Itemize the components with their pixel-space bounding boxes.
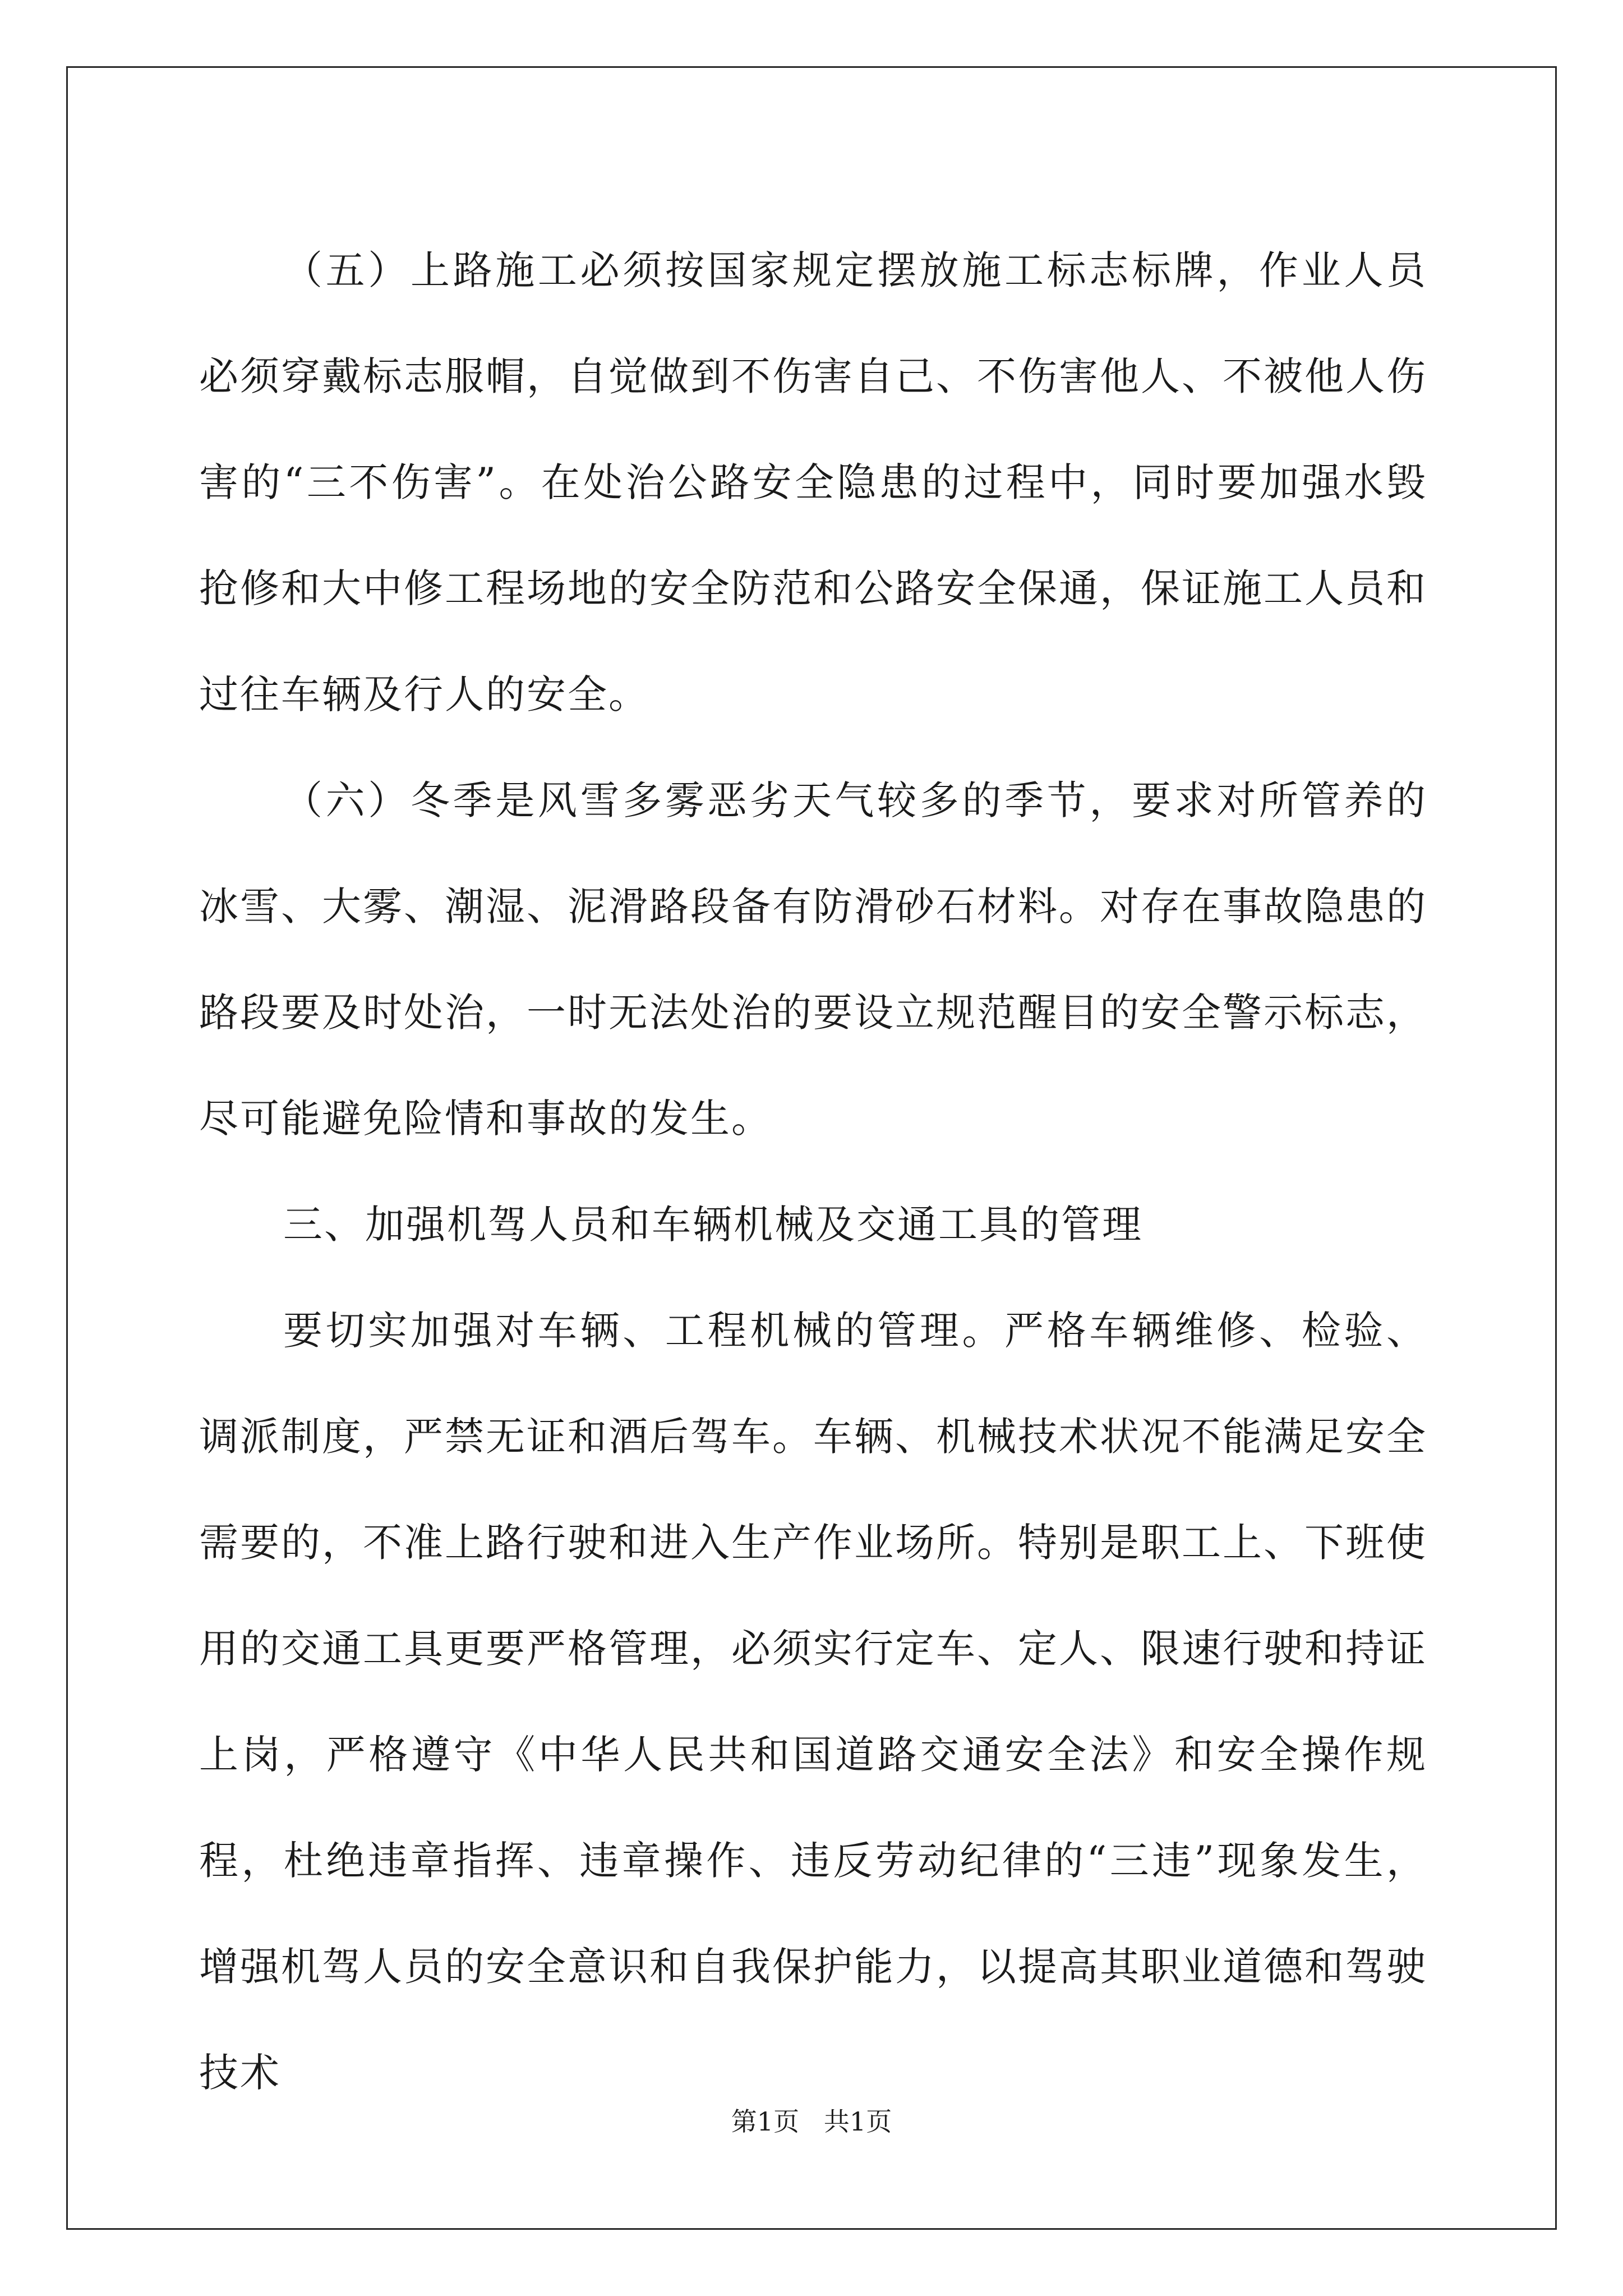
paragraph-5: （五）上路施工必须按国家规定摆放施工标志标牌，作业人员必须穿戴标志服帽，自觉做到不伤害自己、不伤害他人、不被他人伤害的“三不伤害”。在处治公路安全隐患的过程中，同时要加强水毁抢修和大中修工程场地的安全防范和公路安全保通，保证施工人员和过往车辆及行人的安全。 [199,247,1427,717]
section-paragraph: 要切实加强对车辆、工程机械的管理。严格车辆维修、检验、调派制度，严禁无证和酒后驾车。车辆、机械技术状况不能满足安全需要的，不准上路行驶和进入生产作业场所。特别是职工上、下班使用的交通工具更要严格管理，必须实行定车、定人、限速行驶和持证上岗，严格遵守《中华人民共和国道路交通安全法》和安全操作规程，杜绝违章指挥、违章操作、违反劳动纪律的“三违”现象发生，增强机驾人员的安全意识和自我保护能力，以提高其职业道德和驾驶技术 [199,1308,1427,2096]
section-heading: 三、加强机驾人员和车辆机械及交通工具的管理 [283,1202,1143,1248]
document-body [199,218,1427,2126]
paragraph-6: （六）冬季是风雪多雾恶劣天气较多的季节，要求对所管养的冰雪、大雾、潮湿、泥滑路段备有防滑砂石材料。对存在事故隐患的路段要及时处治，一时无法处治的要设立规范醒目的安全警示标志，尽可能避免险情和事故的发生。 [199,777,1427,1142]
page-footer: 第1页 共1页 [731,2106,892,2137]
